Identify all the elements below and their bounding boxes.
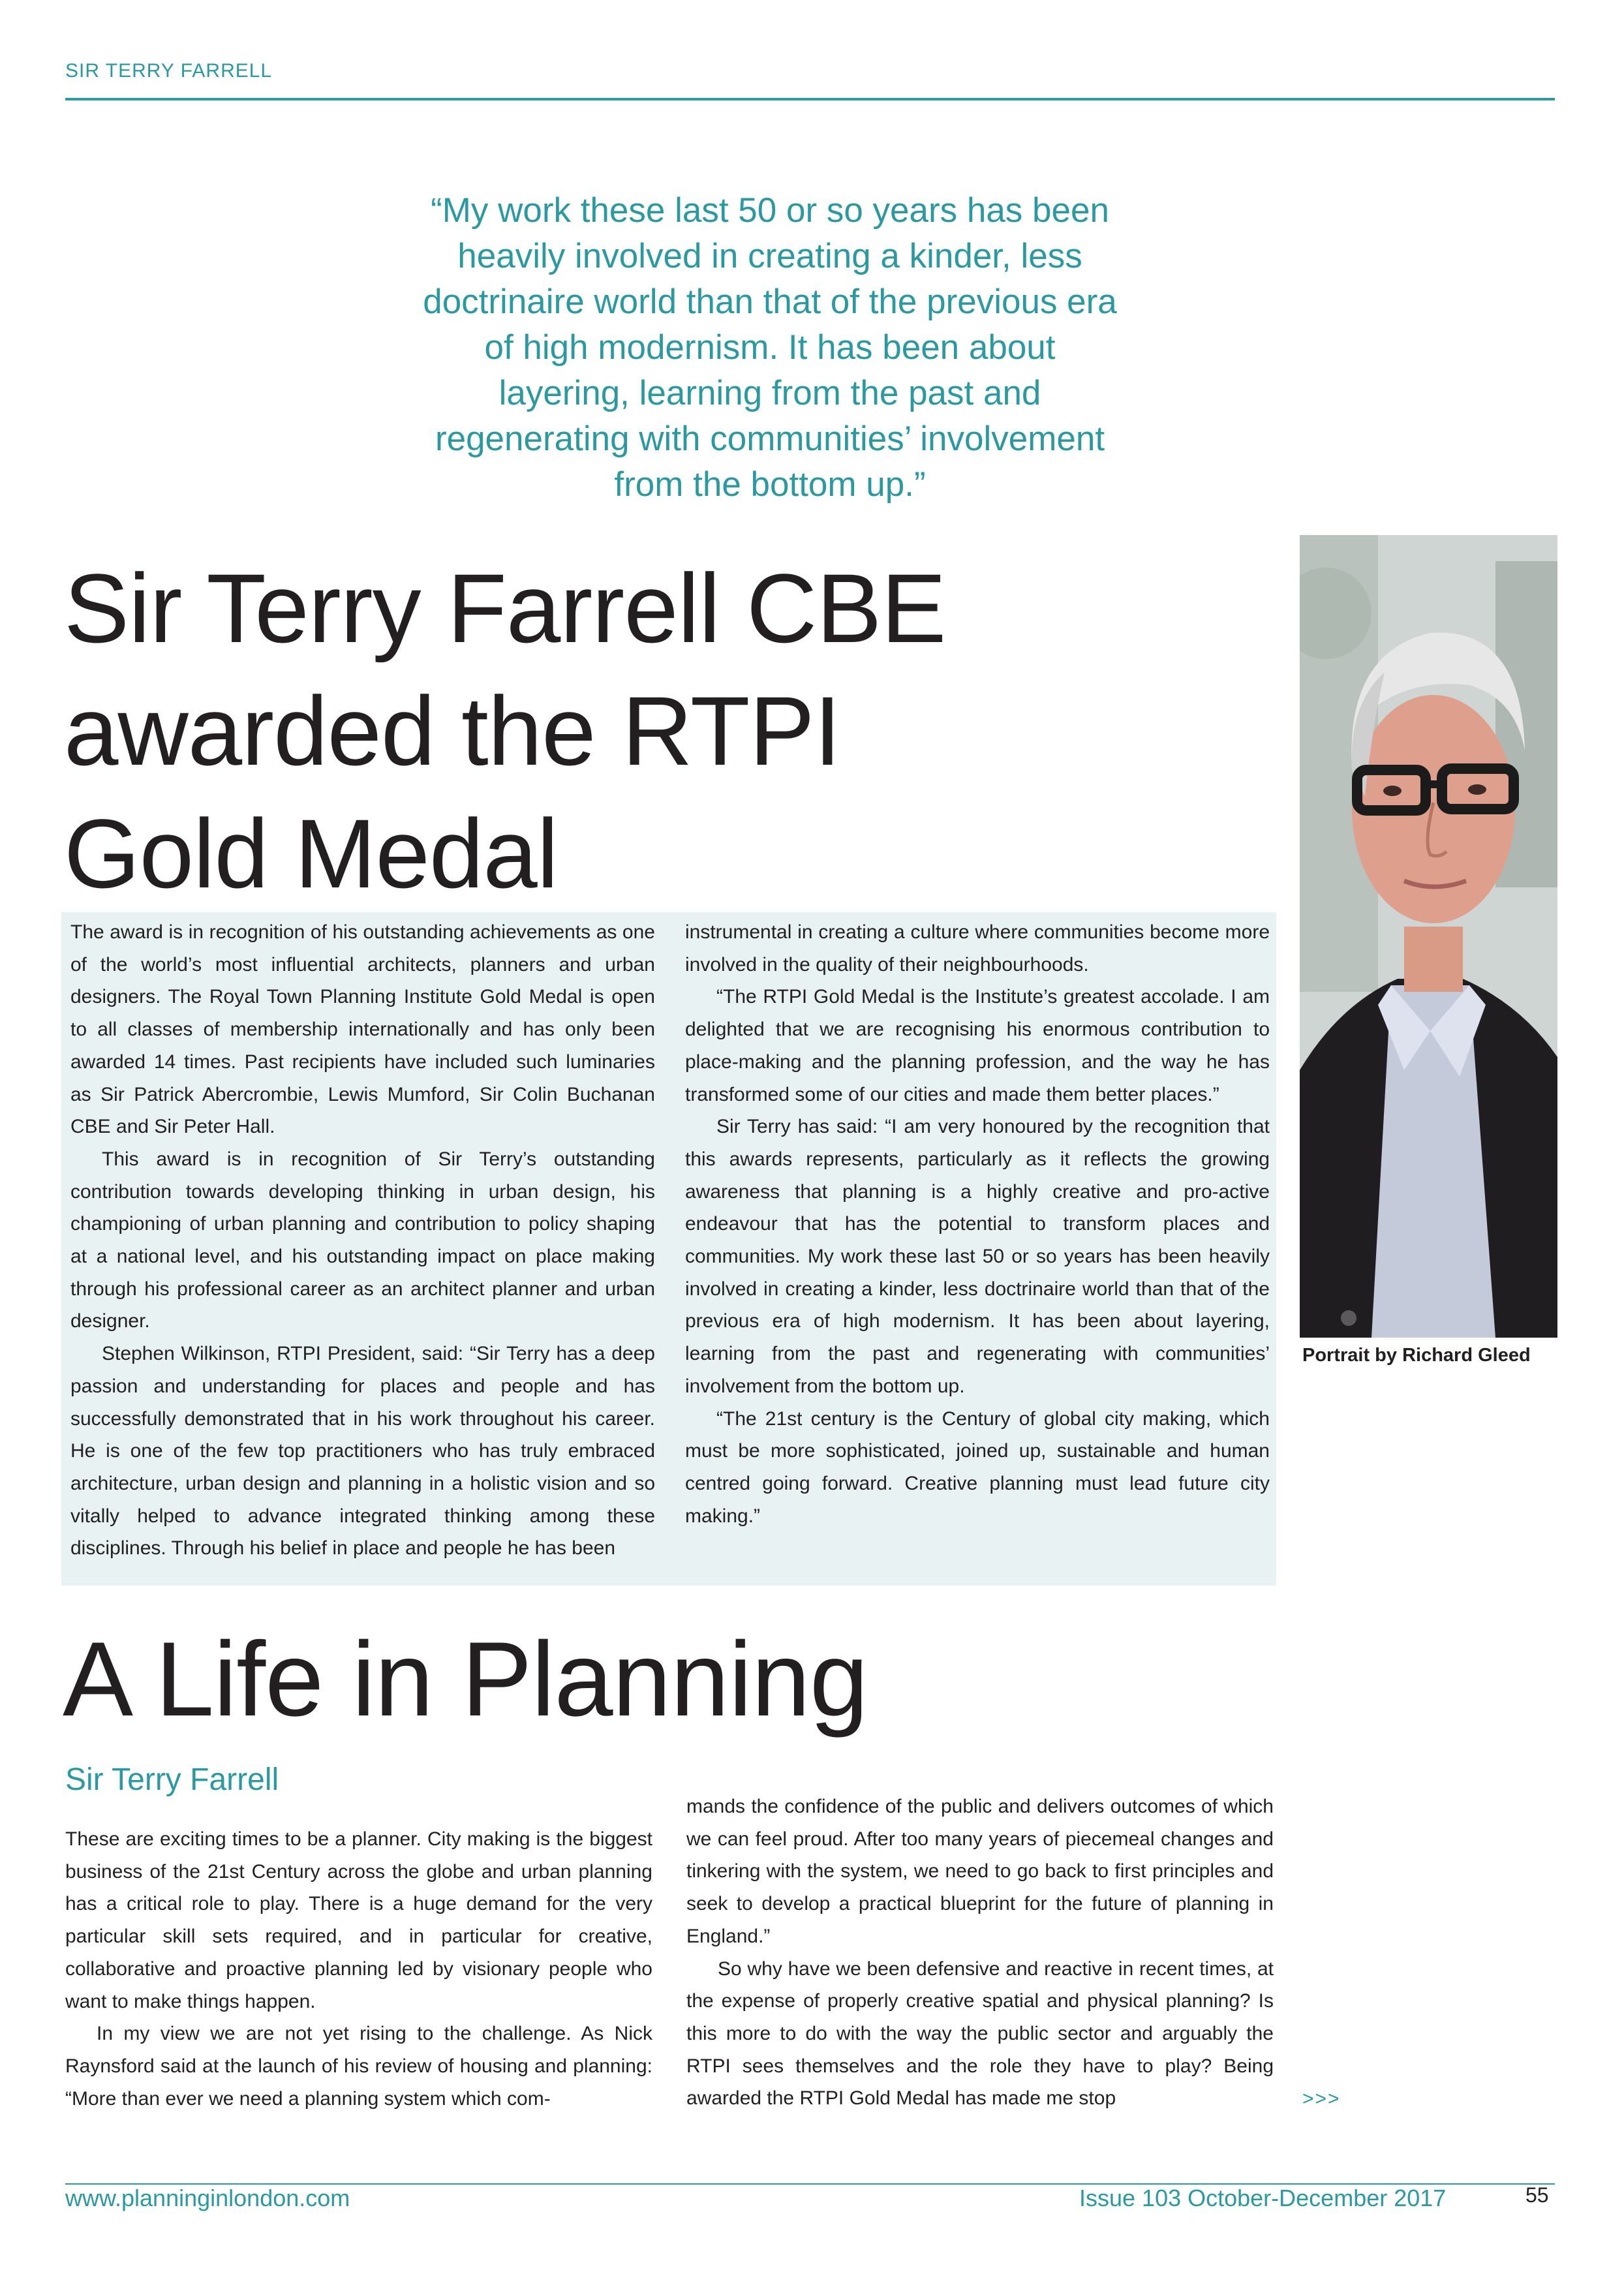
award-article-left-column [70, 916, 655, 1565]
article-headline [64, 547, 1043, 915]
portrait-illustration [1300, 535, 1557, 1338]
paragraph: So why have we been defensive and reactive in recent times, at the expense of properly creative spatial and physical planning? Is this more to do with the way the public sector and arguably the RTPI sees themselves and the role they have to play? Being awarded the RTPI Gold Medal has made me stop [686, 1958, 1274, 2110]
portrait-photo [1300, 535, 1557, 1338]
continued-marker: >>> [1302, 2088, 1341, 2110]
paragraph: “The RTPI Gold Medal is the Institute’s greatest accolade. I am delighted that we are recognising his enormous contribution to place-making and the planning profession, and the way he has transformed some of our cities and made them better places.” [685, 986, 1270, 1105]
paragraph: instrumental in creating a culture where communities become more involved in the quality of their neighbourhoods. [685, 921, 1270, 976]
life-article-right-column [686, 1790, 1274, 2115]
section-title: A Life in Planning [63, 1620, 868, 1738]
award-article-right-column [685, 916, 1270, 1532]
headline-line-3: Gold Medal [64, 799, 559, 908]
paragraph: “The 21st century is the Century of global city making, which must be more sophisticated, joined up, sustainable and human centred going forward. Creative planning must lead future city making.” [685, 1407, 1270, 1527]
header-rule [65, 98, 1555, 100]
life-article-left-column [65, 1823, 652, 2115]
paragraph: The award is in recognition of his outstanding achievements as one of the world’s most influential architects, planners and urban designers. The Royal Town Planning Institute Gold Medal is open to all classes of membership internationally and has only been awarded 14 times. Past recipients have included such luminaries as Sir Patrick Abercrombie, Lewis Mumford, Sir Colin Buchanan CBE and Sir Peter Hall. [70, 921, 655, 1138]
paragraph: These are exciting times to be a planner. City making is the biggest business of the 21st Century across the globe and urban planning has a critical role to play. There is a huge demand for the very particular skill sets required, and in particular for creative, collaborative and proactive planning led by visionary people who want to make things happen. [65, 1828, 652, 2012]
paragraph: Stephen Wilkinson, RTPI President, said: “Sir Terry has a deep passion and understanding for places and people and has successfully demonstrated that in his work throughout his career. He is one of the few top practitioners who has truly embraced architecture, urban design and planning in a holistic vision and so vitally helped to advance integrated thinking among these disciplines. Through his belief in place and people he has been [70, 1343, 655, 1559]
headline-line-1: Sir Terry Farrell CBE [64, 553, 946, 663]
footer-website[interactable]: www.planninginlondon.com [65, 2185, 350, 2211]
headline-line-2: awarded the RTPI [64, 676, 841, 786]
running-head: SIR TERRY FARRELL [65, 60, 273, 82]
author-byline: Sir Terry Farrell [65, 1762, 279, 1797]
pull-quote: “My work these last 50 or so years has been heavily involved in creating a kinder, less doctrinaire world than that of the previous era of high modernism. It has been about layering, learning from the past and regenerating with communities’ involvement from the bottom up.” [423, 191, 1117, 504]
paragraph: In my view we are not yet rising to the challenge. As Nick Raynsford said at the launch of his review of housing and planning: “More than ever we need a planning system which com- [65, 2023, 652, 2110]
paragraph: mands the confidence of the public and delivers outcomes of which we can feel proud. After too many years of piecemeal changes and tinkering with the system, we need to go back to first principles and seek to develop a practical blueprint for the future of planning in England.” [686, 1796, 1274, 1947]
footer-issue: Issue 103 October-December 2017 [1079, 2185, 1447, 2211]
page-number: 55 [1525, 2183, 1549, 2207]
paragraph: Sir Terry has said: “I am very honoured by the recognition that this awards represents, particularly as it reflects the growing awareness that planning is a highly creative and pro-active endeavour that has the potential to transform places and communities. My work these last 50 or so years has been heavily involved in creating a kinder, less doctrinaire world than that of the previous era of high modernism. It has been about layering, learning from the past and regenerating with communities’ involvement from the bottom up. [685, 1116, 1270, 1397]
photo-caption: Portrait by Richard Gleed [1302, 1345, 1531, 1366]
paragraph: This award is in recognition of Sir Terry’s outstanding contribution towards developing thinking in urban design, his championing of urban planning and contribution to policy shaping at a national level, and his outstanding impact on place making through his professional career as an architect planner and urban designer. [70, 1148, 655, 1332]
